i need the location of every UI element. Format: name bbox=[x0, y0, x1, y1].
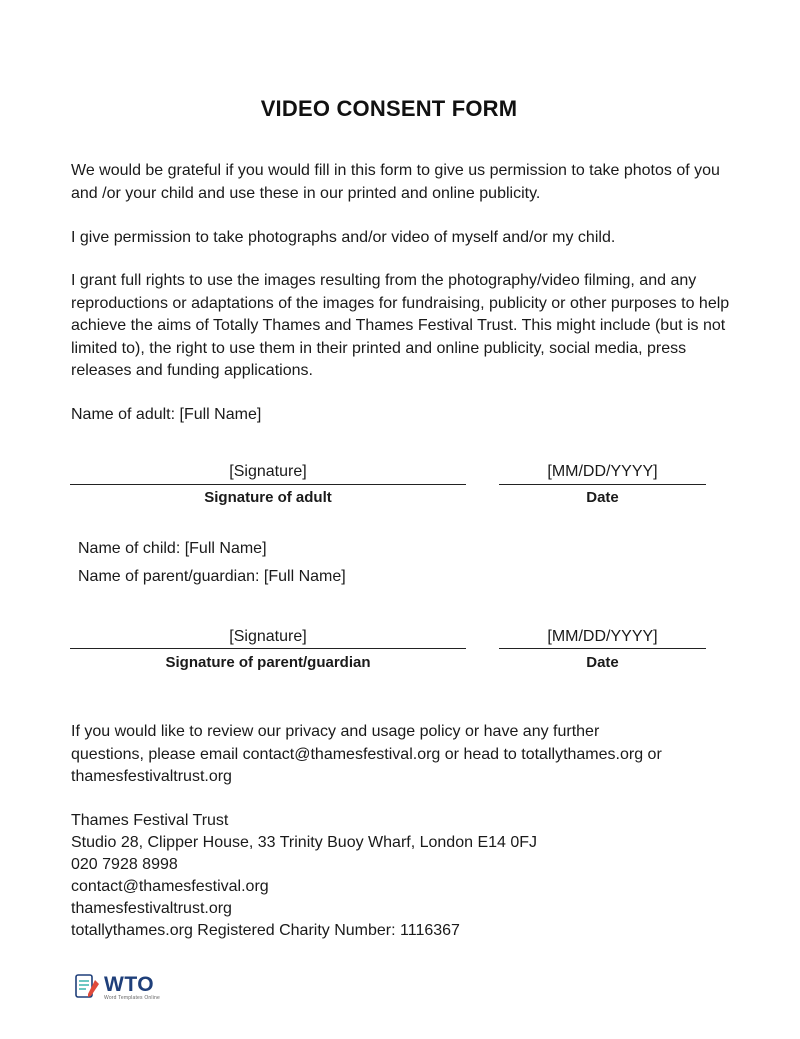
adult-date-value[interactable]: [MM/DD/YYYY] bbox=[547, 463, 658, 480]
wto-logo bbox=[73, 971, 173, 1003]
contact-website: thamesfestivaltrust.org bbox=[71, 900, 232, 917]
logo-text: WTO bbox=[104, 972, 155, 996]
guardian-signature-caption: Signature of parent/guardian bbox=[165, 654, 371, 671]
contact-organisation: Thames Festival Trust bbox=[71, 812, 229, 829]
guardian-name-line: Name of parent/guardian: [Full Name] bbox=[78, 568, 346, 585]
guardian-date-caption: Date bbox=[586, 654, 619, 671]
intro-paragraph: We would be grateful if you would fill in this form to give us permission to take photos of you and /or your child and use these in our printed and online publicity. bbox=[71, 162, 720, 202]
adult-date-rule bbox=[499, 484, 706, 485]
adult-signature-caption: Signature of adult bbox=[204, 489, 332, 506]
permission-paragraph: I give permission to take photographs and/or video of myself and/or my child. bbox=[71, 229, 616, 246]
contact-address: Studio 28, Clipper House, 33 Trinity Buoy Wharf, London E14 0FJ bbox=[71, 834, 538, 851]
form-title: VIDEO CONSENT FORM bbox=[260, 96, 518, 121]
logo-subtext: Word Templates Online bbox=[104, 994, 160, 1001]
child-name-line: Name of child: [Full Name] bbox=[78, 540, 267, 557]
contact-email: contact@thamesfestival.org bbox=[71, 878, 269, 895]
rights-paragraph: I grant full rights to use the images resulting from the photography/video filming, and any reproductions or adaptations of the images for fundraising, publicity or other purposes to help achieve the aims of Totally Thames and Thames Festival Trust. This might include (but is not limited to), the right to use them in their printed and online publicity, social media, press releases and funding applications. bbox=[71, 272, 730, 379]
document-pen-icon bbox=[73, 972, 103, 1002]
guardian-date-value[interactable]: [MM/DD/YYYY] bbox=[547, 628, 658, 645]
privacy-note: If you would like to review our privacy and usage policy or have any further questions, please email contact@thamesfestival.org or head to totallythames.org or thamesfestivaltrust.org bbox=[71, 723, 662, 785]
guardian-signature-rule bbox=[70, 648, 466, 649]
adult-signature-rule bbox=[70, 484, 466, 485]
guardian-date-rule bbox=[499, 648, 706, 649]
adult-date-caption: Date bbox=[586, 489, 619, 506]
contact-charity: totallythames.org Registered Charity Number: 1116367 bbox=[71, 922, 460, 939]
adult-signature-value[interactable]: [Signature] bbox=[229, 463, 307, 480]
adult-name-line: Name of adult: [Full Name] bbox=[71, 406, 262, 423]
guardian-signature-value[interactable]: [Signature] bbox=[229, 628, 307, 645]
contact-phone: 020 7928 8998 bbox=[71, 856, 178, 873]
